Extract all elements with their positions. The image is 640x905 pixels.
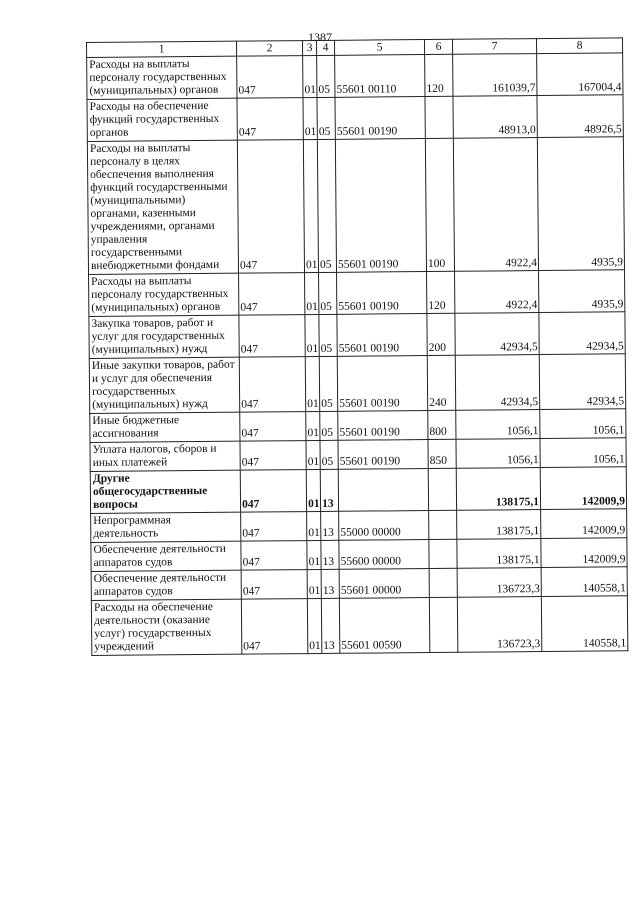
row-admin-code: 047: [239, 273, 305, 316]
row-subsection: 13: [321, 598, 339, 653]
row-target-article: 55601 00590: [339, 598, 429, 654]
row-section: 01: [303, 97, 317, 139]
row-target-article: 55601 00190: [337, 272, 427, 315]
row-name: Иные бюджетные ассигнования: [90, 412, 240, 442]
row-admin-code: 047: [241, 570, 307, 600]
row-amount-year-1: 42934,5: [455, 355, 539, 411]
table-row: [89, 354, 625, 414]
row-amount-year-1: 4922,4: [455, 271, 539, 314]
table-row: [91, 596, 627, 656]
row-expense-type: [429, 539, 457, 568]
row-section: 01: [305, 356, 319, 411]
row-expense-type: 800: [428, 410, 456, 439]
row-admin-code: 047: [237, 56, 303, 99]
row-target-article: 55600 00000: [339, 540, 429, 570]
row-section: 01: [306, 440, 320, 469]
row-expense-type: [429, 568, 457, 597]
budget-table: [86, 37, 628, 656]
row-section: 01: [306, 411, 320, 440]
row-target-article: 55601 00000: [339, 569, 429, 599]
row-amount-year-2: 42934,5: [539, 354, 625, 410]
row-subsection: 05: [317, 55, 335, 97]
header-col-1: 1: [87, 41, 237, 57]
row-admin-code: 047: [241, 599, 307, 655]
row-amount-year-1: 138175,1: [457, 539, 541, 569]
row-expense-type: [425, 96, 453, 138]
table-row: [90, 438, 626, 472]
row-target-article: 55601 00190: [337, 356, 427, 412]
row-expense-type: [428, 468, 456, 510]
row-subsection: 13: [321, 569, 339, 598]
row-target-article: 55601 00110: [335, 55, 425, 98]
row-target-article: 55601 00190: [335, 97, 425, 140]
row-amount-year-1: 161039,7: [453, 54, 537, 97]
row-section: 01: [307, 598, 321, 653]
row-target-article: 55000 00000: [339, 511, 429, 541]
row-name: Расходы на обеспечение функций государственных органов: [87, 98, 237, 141]
row-section: 01: [305, 314, 319, 356]
table-row: [87, 95, 623, 142]
header-col-3: 3: [302, 40, 316, 55]
row-amount-year-1: 1056,1: [456, 410, 540, 440]
row-expense-type: 100: [425, 138, 454, 271]
row-admin-code: 047: [237, 140, 304, 274]
row-amount-year-1: 42934,5: [455, 313, 539, 356]
row-amount-year-1: 138175,1: [457, 510, 541, 540]
row-admin-code: 047: [239, 357, 305, 413]
row-target-article: 55601 00190: [335, 139, 426, 273]
row-name: Закупка товаров, работ и услуг для государственных (муниципальных) нужд: [89, 315, 239, 358]
row-name: Обеспечение деятельности аппаратов судов: [91, 570, 241, 600]
header-col-8: 8: [536, 38, 622, 54]
row-subsection: 13: [320, 469, 338, 511]
row-expense-type: 240: [427, 355, 455, 410]
row-section: 01: [303, 139, 318, 272]
row-name: Непрограммная деятельность: [91, 512, 241, 542]
table-row: [89, 270, 625, 317]
row-subsection: 13: [321, 511, 339, 540]
row-section: 01: [303, 55, 317, 97]
row-amount-year-2: 48926,5: [537, 95, 623, 138]
row-subsection: 05: [320, 440, 338, 469]
row-admin-code: 047: [240, 441, 306, 471]
row-amount-year-1: 136723,3: [457, 568, 541, 598]
row-admin-code: 047: [240, 412, 306, 442]
row-amount-year-1: 138175,1: [456, 468, 540, 511]
row-name: Иные закупки товаров, работ и услуг для обеспечения государственных (муниципальных) нужд: [89, 357, 239, 413]
row-amount-year-2: 140558,1: [541, 567, 627, 597]
row-subsection: 05: [319, 356, 337, 411]
row-amount-year-2: 140558,1: [541, 596, 627, 652]
table-row: [91, 509, 627, 543]
table-row: [87, 53, 623, 100]
row-amount-year-2: 42934,5: [539, 312, 625, 355]
header-col-4: 4: [316, 40, 334, 55]
row-admin-code: 047: [240, 470, 306, 513]
row-name: Обеспечение деятельности аппаратов судов: [91, 541, 241, 571]
row-admin-code: 047: [241, 512, 307, 542]
header-col-7: 7: [452, 39, 536, 55]
row-name: Расходы на обеспечение деятельности (оказание услуг) государственных учреждений: [91, 599, 241, 655]
row-amount-year-2: 142009,9: [541, 538, 627, 568]
row-target-article: [338, 469, 428, 512]
header-col-5: 5: [334, 40, 424, 56]
row-admin-code: 047: [241, 541, 307, 571]
row-name: Расходы на выплаты персоналу в целях обеспечения выполнения функций государственными (муниципальными) органами, казенными учреждениями, органами управления государственными внебюджетными фондами: [87, 140, 238, 274]
row-expense-type: 200: [427, 313, 455, 355]
row-amount-year-2: 142009,9: [540, 467, 626, 510]
row-subsection: 05: [317, 139, 336, 272]
row-subsection: 05: [319, 314, 337, 356]
row-section: 01: [307, 569, 321, 598]
row-subsection: 05: [317, 97, 335, 139]
row-amount-year-2: 1056,1: [540, 438, 626, 468]
row-target-article: 55601 00190: [337, 314, 427, 357]
table-row: [90, 409, 626, 443]
row-name: Другие общегосударственные вопросы: [90, 470, 240, 513]
row-target-article: 55601 00190: [338, 411, 428, 441]
row-expense-type: 850: [428, 439, 456, 468]
row-subsection: 05: [319, 272, 337, 314]
row-amount-year-1: 1056,1: [456, 439, 540, 469]
row-admin-code: 047: [239, 315, 305, 358]
row-amount-year-1: 4922,4: [453, 138, 538, 272]
table-row: [91, 567, 627, 601]
row-amount-year-2: 142009,9: [541, 509, 627, 539]
table-row: [91, 538, 627, 572]
row-amount-year-2: 4935,9: [537, 137, 624, 271]
table-row: [90, 467, 626, 514]
header-col-2: 2: [236, 41, 302, 57]
row-section: 01: [307, 511, 321, 540]
row-expense-type: [429, 597, 457, 652]
row-target-article: 55601 00190: [338, 440, 428, 470]
row-admin-code: 047: [237, 98, 303, 141]
row-section: 01: [306, 469, 320, 511]
row-subsection: 05: [320, 411, 338, 440]
row-amount-year-2: 1056,1: [540, 409, 626, 439]
header-col-6: 6: [424, 39, 452, 54]
row-subsection: 13: [321, 540, 339, 569]
row-expense-type: [429, 510, 457, 539]
table-row: [89, 312, 625, 359]
row-amount-year-2: 4935,9: [539, 270, 625, 313]
row-expense-type: 120: [427, 271, 455, 313]
table-row: [87, 137, 624, 275]
row-section: 01: [305, 272, 319, 314]
row-amount-year-2: 167004,4: [537, 53, 623, 96]
row-name: Расходы на выплаты персоналу государственных (муниципальных) органов: [87, 56, 237, 99]
row-name: Расходы на выплаты персоналу государственных (муниципальных) органов: [89, 273, 239, 316]
row-section: 01: [307, 540, 321, 569]
row-name: Уплата налогов, сборов и иных платежей: [90, 441, 240, 471]
row-amount-year-1: 136723,3: [457, 597, 541, 653]
row-amount-year-1: 48913,0: [453, 96, 537, 139]
page-number: 1387: [308, 30, 332, 44]
row-expense-type: 120: [425, 54, 453, 96]
